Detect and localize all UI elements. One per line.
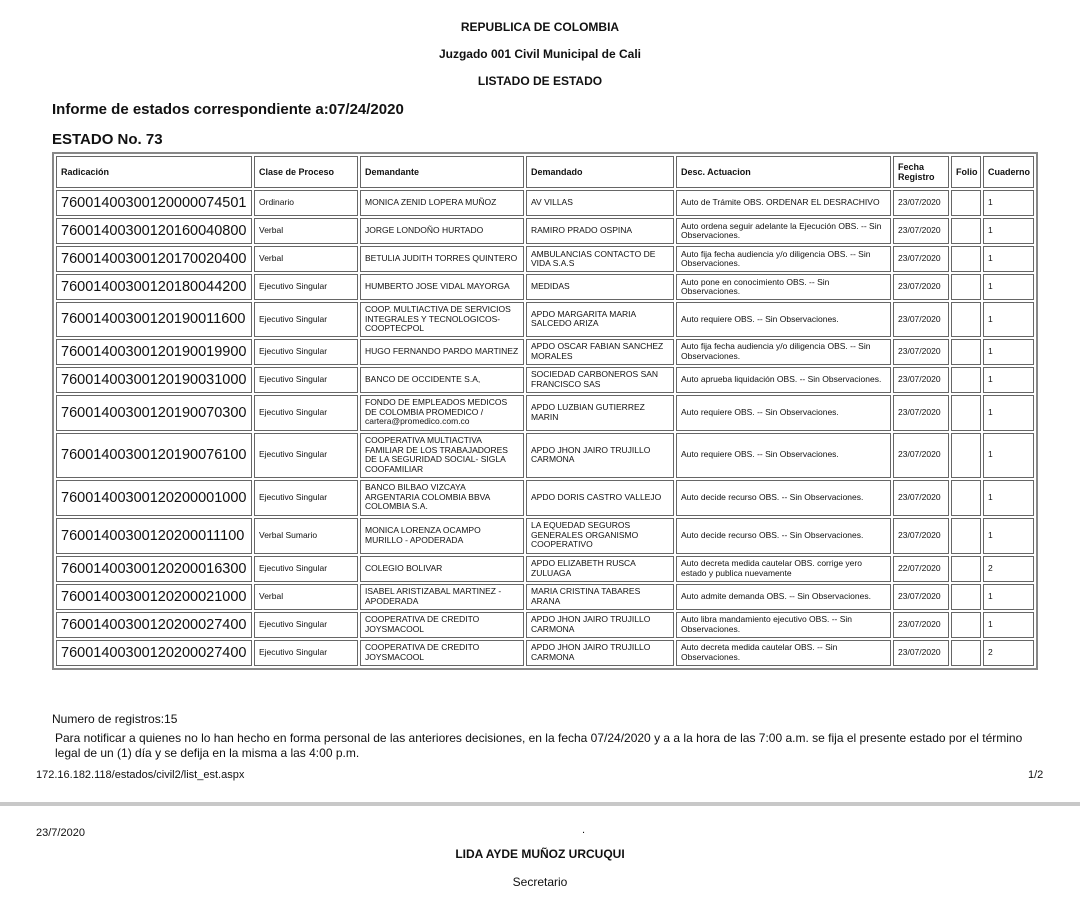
- cell-cuaderno: 1: [983, 302, 1034, 337]
- table-row: [56, 339, 1034, 365]
- column-header-folio: Folio: [951, 156, 981, 188]
- cell-radicacion: 76001400300120190019900: [56, 339, 252, 365]
- cell-demandante: COLEGIO BOLIVAR: [360, 556, 524, 582]
- record-count: Numero de registros:15: [52, 712, 178, 726]
- cell-fecha: 23/07/2020: [893, 339, 949, 365]
- cell-demandado: LA EQUEDAD SEGUROS GENERALES ORGANISMO COOPERATIVO: [526, 518, 674, 554]
- table-row: [56, 302, 1034, 337]
- table-row: [56, 480, 1034, 516]
- cell-cuaderno: 1: [983, 339, 1034, 365]
- signer-role: Secretario: [512, 875, 568, 889]
- cell-radicacion: 76001400300120200011100: [56, 518, 252, 554]
- notice-text: Para notificar a quienes no lo han hecho en forma personal de las anteriores decisiones, en la fecha 07/24/2020 y a a la hora de las 7:00 a.m. se fija el presente estado por el término legal de un (1) día y se defija en la misma a las 4:00 p.m.: [55, 731, 1023, 760]
- cell-desc: Auto fija fecha audiencia y/o diligencia OBS. -- Sin Observaciones.: [676, 339, 891, 365]
- cell-fecha: 23/07/2020: [893, 584, 949, 610]
- cell-radicacion: 76001400300120190011600: [56, 302, 252, 337]
- cell-folio: [951, 433, 981, 478]
- cell-folio: [951, 339, 981, 365]
- cell-desc: Auto decide recurso OBS. -- Sin Observaciones.: [676, 518, 891, 554]
- table-body: [56, 190, 1034, 666]
- cell-radicacion: 76001400300120180044200: [56, 274, 252, 300]
- column-header-desc: Desc. Actuacion: [676, 156, 891, 188]
- cell-desc: Auto decreta medida cautelar OBS. corrige yero estado y publica nuevamente: [676, 556, 891, 582]
- cell-desc: Auto fija fecha audiencia y/o diligencia OBS. -- Sin Observaciones.: [676, 246, 891, 272]
- cell-folio: [951, 302, 981, 337]
- cell-clase: Verbal: [254, 246, 358, 272]
- cell-fecha: 23/07/2020: [893, 302, 949, 337]
- column-header-demandante: Demandante: [360, 156, 524, 188]
- cell-folio: [951, 246, 981, 272]
- cell-demandante: HUGO FERNANDO PARDO MARTINEZ: [360, 339, 524, 365]
- cell-demandado: RAMIRO PRADO OSPINA: [526, 218, 674, 244]
- cell-demandante: COOPERATIVA MULTIACTIVA FAMILIAR DE LOS TRABAJADORES DE LA SEGURIDAD SOCIAL- SIGLA COOFAMILIAR: [360, 433, 524, 478]
- cell-cuaderno: 1: [983, 612, 1034, 638]
- column-header-fecha: Fecha Registro: [893, 156, 949, 188]
- cell-demandante: COOPERATIVA DE CREDITO JOYSMACOOL: [360, 640, 524, 666]
- cell-clase: Ejecutivo Singular: [254, 612, 358, 638]
- table-row: [56, 246, 1034, 272]
- signer-name: LIDA AYDE MUÑOZ URCUQUI: [455, 847, 625, 861]
- column-header-clase: Clase de Proceso: [254, 156, 358, 188]
- column-header-demandado: Demandado: [526, 156, 674, 188]
- report-date-title: Informe de estados correspondiente a:07/24/2020: [52, 101, 404, 118]
- column-header-radicacion: Radicación: [56, 156, 252, 188]
- cell-fecha: 23/07/2020: [893, 218, 949, 244]
- header-list-title: LISTADO DE ESTADO: [477, 74, 603, 88]
- cell-fecha: 22/07/2020: [893, 556, 949, 582]
- cell-demandado: MARIA CRISTINA TABARES ARANA: [526, 584, 674, 610]
- cell-desc: Auto admite demanda OBS. -- Sin Observaciones.: [676, 584, 891, 610]
- cell-clase: Ejecutivo Singular: [254, 367, 358, 393]
- cell-desc: Auto requiere OBS. -- Sin Observaciones.: [676, 433, 891, 478]
- table-row: [56, 190, 1034, 216]
- column-header-cuaderno: Cuaderno: [983, 156, 1034, 188]
- cell-desc: Auto decreta medida cautelar OBS. -- Sin Observaciones.: [676, 640, 891, 666]
- cell-clase: Ejecutivo Singular: [254, 339, 358, 365]
- cell-desc: Auto aprueba liquidación OBS. -- Sin Observaciones.: [676, 367, 891, 393]
- cell-demandante: MONICA ZENID LOPERA MUÑOZ: [360, 190, 524, 216]
- cell-clase: Ejecutivo Singular: [254, 433, 358, 478]
- cell-demandante: BANCO DE OCCIDENTE S.A,: [360, 367, 524, 393]
- cell-radicacion: 76001400300120190070300: [56, 395, 252, 431]
- cell-demandado: APDO DORIS CASTRO VALLEJO: [526, 480, 674, 516]
- table-row: [56, 518, 1034, 554]
- table-row: [56, 612, 1034, 638]
- cell-fecha: 23/07/2020: [893, 612, 949, 638]
- cell-desc: Auto decide recurso OBS. -- Sin Observaciones.: [676, 480, 891, 516]
- estado-number: ESTADO No. 73: [52, 131, 163, 148]
- cell-radicacion: 76001400300120190076100: [56, 433, 252, 478]
- cell-radicacion: 76001400300120200021000: [56, 584, 252, 610]
- cell-fecha: 23/07/2020: [893, 480, 949, 516]
- table-row: [56, 218, 1034, 244]
- cell-clase: Verbal Sumario: [254, 518, 358, 554]
- cell-clase: Ejecutivo Singular: [254, 556, 358, 582]
- table-row: [56, 640, 1034, 666]
- cell-clase: Verbal: [254, 584, 358, 610]
- cell-folio: [951, 274, 981, 300]
- cell-folio: [951, 190, 981, 216]
- page-number: 1/2: [1028, 769, 1044, 781]
- cell-demandante: JORGE LONDOÑO HURTADO: [360, 218, 524, 244]
- cell-demandado: SOCIEDAD CARBONEROS SAN FRANCISCO SAS: [526, 367, 674, 393]
- cell-demandante: HUMBERTO JOSE VIDAL MAYORGA: [360, 274, 524, 300]
- cell-demandado: APDO LUZBIAN GUTIERREZ MARIN: [526, 395, 674, 431]
- cell-folio: [951, 640, 981, 666]
- cell-desc: Auto libra mandamiento ejecutivo OBS. -- Sin Observaciones.: [676, 612, 891, 638]
- cell-desc: Auto ordena seguir adelante la Ejecución OBS. -- Sin Observaciones.: [676, 218, 891, 244]
- cell-demandado: APDO ELIZABETH RUSCA ZULUAGA: [526, 556, 674, 582]
- cell-cuaderno: 2: [983, 556, 1034, 582]
- cell-fecha: 23/07/2020: [893, 518, 949, 554]
- page-divider: [0, 802, 1080, 806]
- cell-cuaderno: 1: [983, 395, 1034, 431]
- page2-date: 23/7/2020: [36, 827, 85, 839]
- cell-clase: Ejecutivo Singular: [254, 302, 358, 337]
- cell-demandante: ISABEL ARISTIZABAL MARTINEZ - APODERADA: [360, 584, 524, 610]
- cell-cuaderno: 1: [983, 274, 1034, 300]
- cell-demandante: MONICA LORENZA OCAMPO MURILLO - APODERADA: [360, 518, 524, 554]
- cell-demandante: FONDO DE EMPLEADOS MEDICOS DE COLOMBIA PROMEDICO / cartera@promedico.com.co: [360, 395, 524, 431]
- cell-clase: Verbal: [254, 218, 358, 244]
- cell-cuaderno: 1: [983, 367, 1034, 393]
- cell-radicacion: 76001400300120200001000: [56, 480, 252, 516]
- cell-cuaderno: 1: [983, 218, 1034, 244]
- cell-desc: Auto requiere OBS. -- Sin Observaciones.: [676, 302, 891, 337]
- cell-demandante: COOP. MULTIACTIVA DE SERVICIOS INTEGRALES Y TECNOLOGICOS- COOPTECPOL: [360, 302, 524, 337]
- cell-radicacion: 76001400300120200027400: [56, 612, 252, 638]
- cell-fecha: 23/07/2020: [893, 246, 949, 272]
- table-row: [56, 367, 1034, 393]
- cell-radicacion: 76001400300120170020400: [56, 246, 252, 272]
- cell-desc: Auto pone en conocimiento OBS. -- Sin Observaciones.: [676, 274, 891, 300]
- cell-desc: Auto de Trámite OBS. ORDENAR EL DESRACHIVO: [676, 190, 891, 216]
- cell-fecha: 23/07/2020: [893, 274, 949, 300]
- cell-demandado: APDO OSCAR FABIAN SANCHEZ MORALES: [526, 339, 674, 365]
- cell-clase: Ejecutivo Singular: [254, 480, 358, 516]
- cell-folio: [951, 218, 981, 244]
- cell-radicacion: 76001400300120200016300: [56, 556, 252, 582]
- table-row: [56, 433, 1034, 478]
- header-court: Juzgado 001 Civil Municipal de Cali: [438, 47, 642, 61]
- cell-fecha: 23/07/2020: [893, 190, 949, 216]
- cell-desc: Auto requiere OBS. -- Sin Observaciones.: [676, 395, 891, 431]
- page2-dot: .: [582, 824, 586, 836]
- cell-fecha: 23/07/2020: [893, 395, 949, 431]
- cell-cuaderno: 1: [983, 480, 1034, 516]
- cell-demandado: MEDIDAS: [526, 274, 674, 300]
- cell-demandado: APDO MARGARITA MARIA SALCEDO ARIZA: [526, 302, 674, 337]
- cell-demandante: BANCO BILBAO VIZCAYA ARGENTARIA COLOMBIA BBVA COLOMBIA S.A.: [360, 480, 524, 516]
- table-row: [56, 556, 1034, 582]
- table-row: [56, 584, 1034, 610]
- cell-demandado: APDO JHON JAIRO TRUJILLO CARMONA: [526, 640, 674, 666]
- cell-folio: [951, 395, 981, 431]
- cell-folio: [951, 556, 981, 582]
- cell-demandado: AV VILLAS: [526, 190, 674, 216]
- cell-fecha: 23/07/2020: [893, 433, 949, 478]
- cell-clase: Ordinario: [254, 190, 358, 216]
- cell-clase: Ejecutivo Singular: [254, 395, 358, 431]
- cell-cuaderno: 1: [983, 433, 1034, 478]
- cell-folio: [951, 518, 981, 554]
- cell-cuaderno: 1: [983, 518, 1034, 554]
- cell-demandante: COOPERATIVA DE CREDITO JOYSMACOOL: [360, 612, 524, 638]
- estado-table: [52, 152, 1038, 670]
- cell-cuaderno: 1: [983, 246, 1034, 272]
- cell-folio: [951, 612, 981, 638]
- cell-demandado: APDO JHON JAIRO TRUJILLO CARMONA: [526, 612, 674, 638]
- header-country: REPUBLICA DE COLOMBIA: [460, 20, 620, 34]
- cell-fecha: 23/07/2020: [893, 640, 949, 666]
- table-row: [56, 395, 1034, 431]
- table-row: [56, 274, 1034, 300]
- cell-clase: Ejecutivo Singular: [254, 640, 358, 666]
- cell-demandado: APDO JHON JAIRO TRUJILLO CARMONA: [526, 433, 674, 478]
- cell-radicacion: 76001400300120000074501: [56, 190, 252, 216]
- cell-folio: [951, 480, 981, 516]
- cell-folio: [951, 367, 981, 393]
- cell-cuaderno: 1: [983, 584, 1034, 610]
- cell-demandado: AMBULANCIAS CONTACTO DE VIDA S.A.S: [526, 246, 674, 272]
- cell-demandante: BETULIA JUDITH TORRES QUINTERO: [360, 246, 524, 272]
- cell-folio: [951, 584, 981, 610]
- cell-clase: Ejecutivo Singular: [254, 274, 358, 300]
- cell-fecha: 23/07/2020: [893, 367, 949, 393]
- cell-radicacion: 76001400300120200027400: [56, 640, 252, 666]
- cell-cuaderno: 1: [983, 190, 1034, 216]
- page-url: 172.16.182.118/estados/civil2/list_est.aspx: [36, 769, 245, 781]
- table-header-row: [56, 156, 1034, 188]
- cell-radicacion: 76001400300120160040800: [56, 218, 252, 244]
- cell-cuaderno: 2: [983, 640, 1034, 666]
- cell-radicacion: 76001400300120190031000: [56, 367, 252, 393]
